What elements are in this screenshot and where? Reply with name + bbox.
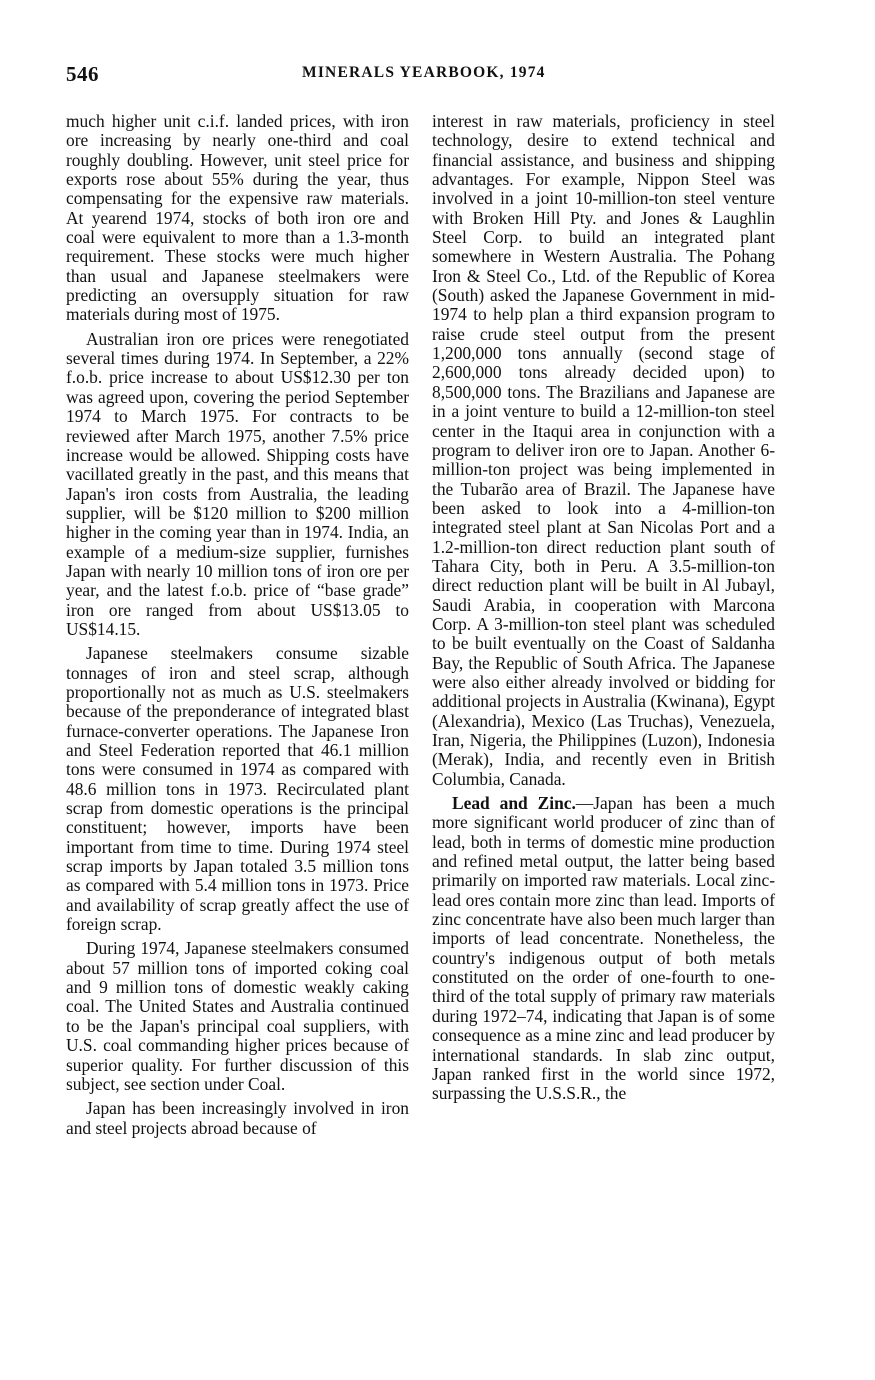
paragraph-iron-steel-scrap: Japanese steelmakers consume sizable tonnages of iron and steel scrap, although proportionally not as much as U.S. steelmakers because of the preponderance of integrated blast furnace-converter operations. The Japanese Iron and Steel Federation reported that 46.1 million tons were consumed in 1974 as compared with 48.6 million tons in 1973. Recirculated plant scrap from domestic operations is the principal constituent; however, imports have been important from time to time. During 1974 steel scrap imports by Japan totaled 3.5 million tons as compared with 5.4 million tons in 1973. Price and availability of scrap greatly affect the use of foreign scrap. bbox=[66, 643, 409, 935]
paragraph-lead-and-zinc bbox=[432, 794, 775, 1104]
paragraph-projects-abroad-continued: interest in raw materials, proficiency in steel technology, desire to extend technical and financial assistance, and business and shipping advantages. For example, Nippon Steel was involved in a joint 10-million-ton steel venture with Broken Hill Pty. and Jones & Laughlin Steel Corp. to build an integrated plant somewhere in Western Australia. The Pohang Iron & Steel Co., Ltd. of the Republic of Korea (South) asked the Japanese Government in mid-1974 to help plan a third expansion program to raise crude steel output from the present 1,200,000 tons annually (second stage of 2,600,000 tons already decided upon) to 8,500,000 tons. The Brazilians and Japanese are in a joint venture to build a 12-million-ton steel center in the Itaqui area in conjunction with a program to deliver iron ore to Japan. Another 6-million-ton project was being implemented in the Tubarão area of Brazil. The Japanese have been asked to look into a 4-million-ton integrated steel plant at San Nicolas Port and a 1.2-million-ton direct reduction plant south of Tahara City, both in Peru. A 3.5-million-ton direct reduction plant will be built in Al Jubayl, Saudi Arabia, in cooperation with Marcona Corp. A 3-million-ton steel plant was scheduled to be built eventually on the Coast of Saldanha Bay, the Republic of South Africa. The Japanese were also either already involved or bidding for additional projects in Australia (Kwinana), Egypt (Alexandria), Mexico (Las Truchas), Venezuela, Iran, Nigeria, the Philippines (Luzon), Indonesia (Merak), India, and recently even in British Columbia, Canada. bbox=[432, 111, 775, 789]
paragraph-australian-iron-ore-prices: Australian iron ore prices were renegotiated several times during 1974. In September, a 22% f.o.b. price increase to about US$12.30 per ton was agreed upon, covering the period September 1974 to March 1975. For contracts to be reviewed after March 1975, another 7.5% price increase would be allowed. Shipping costs have vacillated greatly in the past, and this means that Japan's iron costs from Australia, the leading supplier, will be $120 million to $200 million higher in the coming year than in 1974. India, an example of a medium-size supplier, furnishes Japan with nearly 10 million tons of iron ore per year, and the latest f.o.b. price of “base grade” iron ore ranged from about US$13.05 to US$14.15. bbox=[66, 328, 409, 639]
right-column bbox=[432, 112, 775, 1104]
paragraph-raw-material-prices: much higher unit c.i.f. landed prices, with iron ore increasing by nearly one-third and coal roughly doubling. However, unit steel price for exports rose about 55% during the year, thus compensating for the expensive raw materials. At yearend 1974, stocks of both iron ore and coal were equivalent to more than a 1.3-month requirement. These stocks were much higher than usual and Japanese steelmakers were predicting an oversupply situation for raw materials during most of 1975. bbox=[66, 111, 409, 325]
section-heading-lead-and-zinc: Lead and Zinc. bbox=[452, 793, 576, 814]
paragraph-projects-abroad: Japan has been increasingly involved in iron and steel projects abroad because of bbox=[66, 1098, 409, 1138]
left-column bbox=[66, 112, 409, 1138]
paragraph-coking-coal: During 1974, Japanese steelmakers consumed about 57 million tons of imported coking coal and 9 million tons of domestic weakly caking coal. The United States and Australia continued to be the Japan's principal coal suppliers, with U.S. coal commanding higher prices because of superior quality. For further discussion of this subject, see section under Coal. bbox=[66, 938, 409, 1094]
running-title: MINERALS YEARBOOK, 1974 bbox=[302, 64, 546, 81]
page-header bbox=[66, 62, 778, 92]
page-number: 546 bbox=[66, 62, 99, 86]
lead-and-zinc-text: —Japan has been a much more significant world producer of zinc than of lead, both in terms of domestic mine production and refined metal output, the latter being based primarily on imported raw materials. Local zinc-lead ores contain more zinc than lead. Imports of zinc concentrate have also been much larger than imports of lead concentrate. Nonetheless, the country's indigenous output of both metals constituted on the order of one-fourth to one-third of the total supply of primary raw materials during 1972–74, indicating that Japan is of some consequence as a mine zinc and lead producer by international standards. In slab zinc output, Japan ranked first in the world since 1972, surpassing the U.S.S.R., the bbox=[432, 793, 775, 1104]
